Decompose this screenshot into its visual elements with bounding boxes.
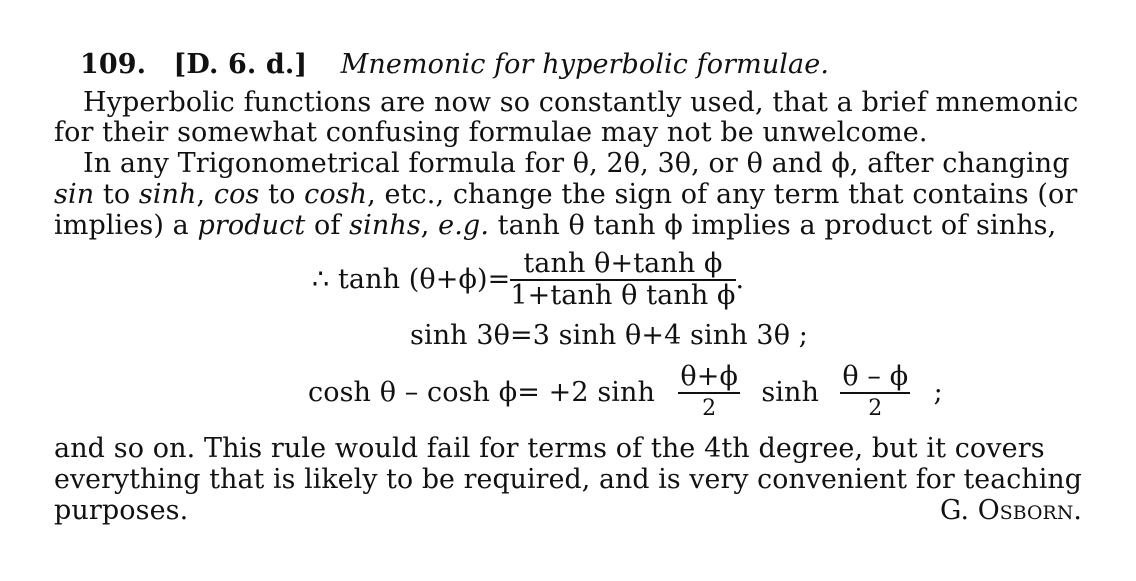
para3-line2-text: everything that is likely to be required, and is very convenient for teaching: [54, 464, 1082, 495]
para2-line1-text: In any Trigonometrical formula for θ, 2θ, 3θ, or θ and ϕ, after changing: [83, 148, 1070, 179]
para3-line3: [54, 496, 188, 526]
formula-cosh-difference: [308, 363, 943, 423]
word-product: product: [197, 210, 306, 241]
para2-line3-start: implies) a: [54, 210, 198, 241]
word-eg: e.g.: [438, 210, 489, 241]
para3-line3-text: purposes.: [54, 495, 189, 526]
formula3-numerator1: θ+ϕ: [680, 361, 738, 392]
article-heading: [80, 50, 829, 80]
para2-line2: [54, 180, 1077, 210]
para2-line3: [54, 211, 1056, 241]
classification-code: [D. 6. d.]: [173, 49, 308, 80]
word-sinhs: sinhs: [349, 210, 421, 241]
para1-line2: [54, 118, 928, 148]
formula1-numerator: tanh θ+tanh ϕ: [510, 250, 735, 281]
article-number: 109.: [80, 49, 147, 80]
para1-line1: [83, 88, 1081, 118]
para2-line3-rest: tanh θ tanh ϕ implies a product of sinhs,: [489, 210, 1057, 241]
word-sinh: sinh: [138, 179, 197, 210]
formula1-fraction: [510, 250, 735, 310]
para1-line1-text: Hyperbolic functions are now so constantly used, that a brief mnemonic: [83, 87, 1079, 118]
article-title: Mnemonic for hyperbolic formulae.: [340, 49, 829, 80]
word-cos: cos: [213, 179, 260, 210]
formula3-sinh: sinh: [761, 377, 820, 408]
para2-line1: [83, 149, 1070, 179]
formula3-semicolon: ;: [933, 377, 943, 408]
word-cosh: cosh: [304, 179, 368, 210]
para3-line1: [54, 434, 1045, 464]
formula1-period: .: [735, 264, 745, 295]
para3-line1-text: and so on. This rule would fail for terms of the 4th degree, but it covers: [54, 433, 1045, 464]
formula3-fraction2: [840, 363, 910, 423]
word-sin: sin: [54, 179, 95, 210]
word-to-2: to: [259, 179, 305, 210]
signature-text: G. Osborn.: [940, 495, 1082, 526]
formula3-fraction1: [678, 363, 740, 423]
author-signature: [940, 496, 1082, 526]
comma-2: ,: [420, 210, 439, 241]
formula3-denominator1: 2: [702, 396, 717, 421]
word-of: of: [305, 210, 350, 241]
comma: ,: [196, 179, 214, 210]
formula2-text: sinh 3θ=3 sinh θ+4 sinh 3θ ;: [410, 320, 808, 351]
word-to: to: [94, 179, 139, 210]
formula1-lhs: ∴ tanh (θ+ϕ)=: [312, 264, 511, 295]
para1-line2-text: for their somewhat confusing formulae may not be unwelcome.: [54, 117, 928, 148]
formula1-denominator: 1+tanh θ tanh ϕ: [510, 280, 736, 311]
formula-tanh-sum: [312, 250, 744, 310]
formula-sinh-triple: [410, 321, 808, 351]
para3-line2: [54, 465, 1082, 495]
formula3-lhs: cosh θ – cosh ϕ= +2 sinh: [308, 377, 655, 408]
formula3-denominator2: 2: [868, 396, 883, 421]
para2-line2-rest: , etc., change the sign of any term that contains (or: [367, 179, 1078, 210]
formula3-numerator2: θ – ϕ: [842, 361, 909, 392]
